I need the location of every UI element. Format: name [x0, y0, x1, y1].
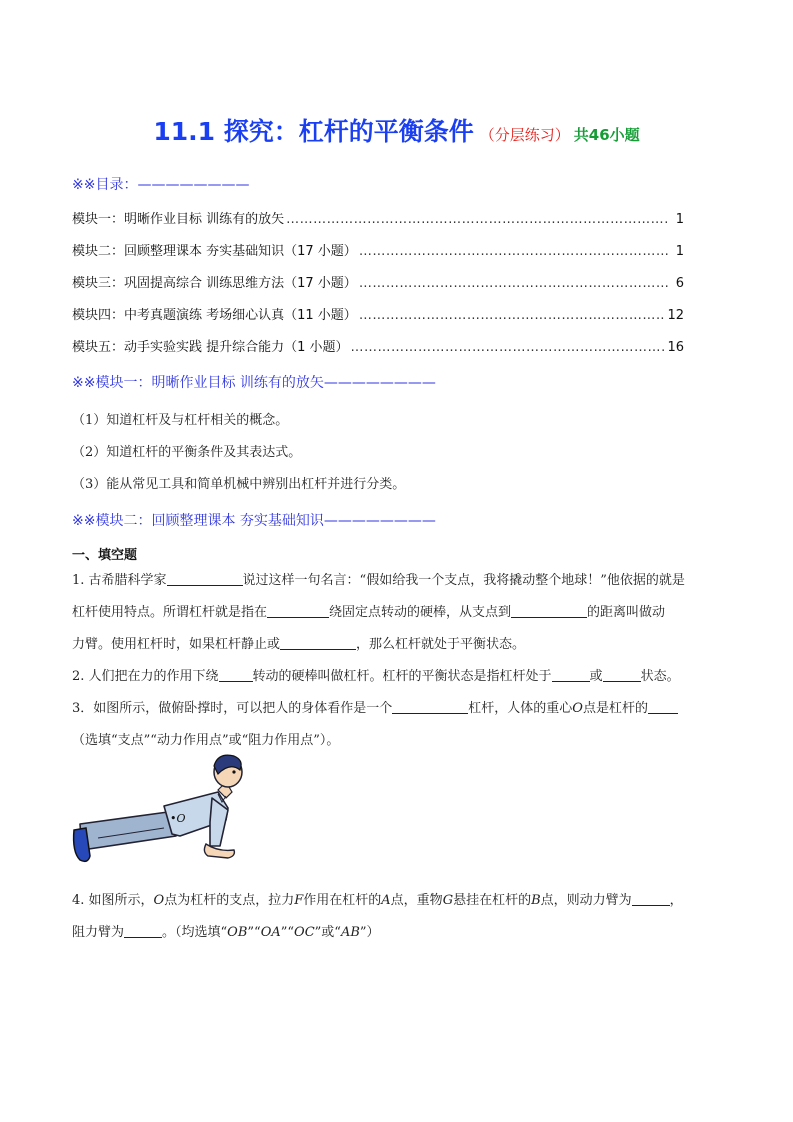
- answer-blank[interactable]: [267, 604, 329, 618]
- page-title: [0, 112, 793, 148]
- toc-item-page: 16: [667, 340, 684, 355]
- toc-heading: ※※目录：————————: [72, 177, 250, 193]
- answer-blank[interactable]: [219, 668, 253, 682]
- toc-item-page: 1: [675, 244, 684, 259]
- toc-item[interactable]: [72, 336, 684, 355]
- legs: [80, 812, 176, 850]
- objective-item: （2）知道杠杆的平衡条件及其表达式。: [72, 445, 302, 460]
- answer-blank[interactable]: [552, 668, 590, 682]
- question-4-line-2: 阻力臂为 。（均选填“OB”“OA”“OC”或“AB”）: [72, 925, 380, 940]
- title-main: 11.1 探究：杠杆的平衡条件: [153, 117, 474, 146]
- toc-item-page: 1: [675, 212, 684, 227]
- answer-blank[interactable]: [280, 636, 356, 650]
- gravity-center-label: •O: [170, 812, 186, 825]
- question-1-line-3: 力臂。使用杠杆时，如果杠杆静止或 ，那么杠杆就处于平衡状态。: [72, 637, 526, 652]
- objective-item: （3）能从常见工具和简单机械中辨别出杠杆并进行分类。: [72, 477, 406, 492]
- module1-heading: ※※模块一：明晰作业目标 训练有的放矢————————: [72, 375, 436, 391]
- question-2: 2. 人们把在力的作用下绕 转动的硬棒叫做杠杆。杠杆的平衡状态是指杠杆处于 或 状态。: [72, 669, 680, 684]
- question-3-line-1: 3．如图所示，做俯卧撑时，可以把人的身体看作是一个 杠杆，人体的重心O点是杠杆的: [72, 697, 724, 716]
- question-1-line-2: 杠杆使用特点。所谓杠杆就是指在 绕固定点转动的硬棒，从支点到 的距离叫做动: [72, 605, 666, 620]
- toc-item[interactable]: [72, 304, 684, 323]
- section-fill-blank: 一、填空题: [72, 548, 138, 563]
- answer-blank[interactable]: [167, 572, 243, 586]
- module2-heading: ※※模块二：回顾整理课本 夯实基础知识————————: [72, 513, 436, 529]
- title-question-count: 共46小题: [573, 126, 640, 144]
- toc-item[interactable]: [72, 208, 684, 227]
- objective-item: （1）知道杠杆及与杠杆相关的概念。: [72, 413, 289, 428]
- toc-item-label: 模块二：回顾整理课本 夯实基础知识（17 小题）: [72, 244, 357, 259]
- toc-item-label: 模块三：巩固提高综合 训练思维方法（17 小题）: [72, 276, 357, 291]
- answer-blank[interactable]: [648, 700, 678, 714]
- toc-item-label: 模块四：中考真题演练 考场细心认真（11 小题）: [72, 308, 357, 323]
- answer-blank[interactable]: [511, 604, 587, 618]
- title-subtitle: （分层练习）: [479, 126, 570, 144]
- toc-item-page: 12: [667, 308, 684, 323]
- answer-blank[interactable]: [392, 700, 468, 714]
- answer-blank[interactable]: [124, 924, 162, 938]
- pushup-figure: [68, 752, 248, 874]
- toc-item[interactable]: [72, 272, 684, 291]
- answer-blank[interactable]: [632, 892, 670, 906]
- answer-blank[interactable]: [603, 668, 641, 682]
- question-4-line-1: 4. 如图所示，O点为杠杆的支点，拉力F作用在杠杆的A点，重物G悬挂在杠杆的B点，则动力臂为 ，: [72, 893, 683, 908]
- question-1-line-1: 1. 古希腊科学家 说过这样一句名言：“假如给我一个支点，我将撬动整个地球！”他依据的就是: [72, 573, 685, 588]
- toc-item-label: 模块一：明晰作业目标 训练有的放矢: [72, 212, 285, 227]
- question-3-line-2: （选填“支点”“动力作用点”或“阻力作用点”）。: [72, 733, 340, 748]
- toc-item-page: 6: [675, 276, 684, 291]
- toc-item[interactable]: [72, 240, 684, 259]
- toc-item-label: 模块五：动手实验实践 提升综合能力（1 小题）: [72, 340, 349, 355]
